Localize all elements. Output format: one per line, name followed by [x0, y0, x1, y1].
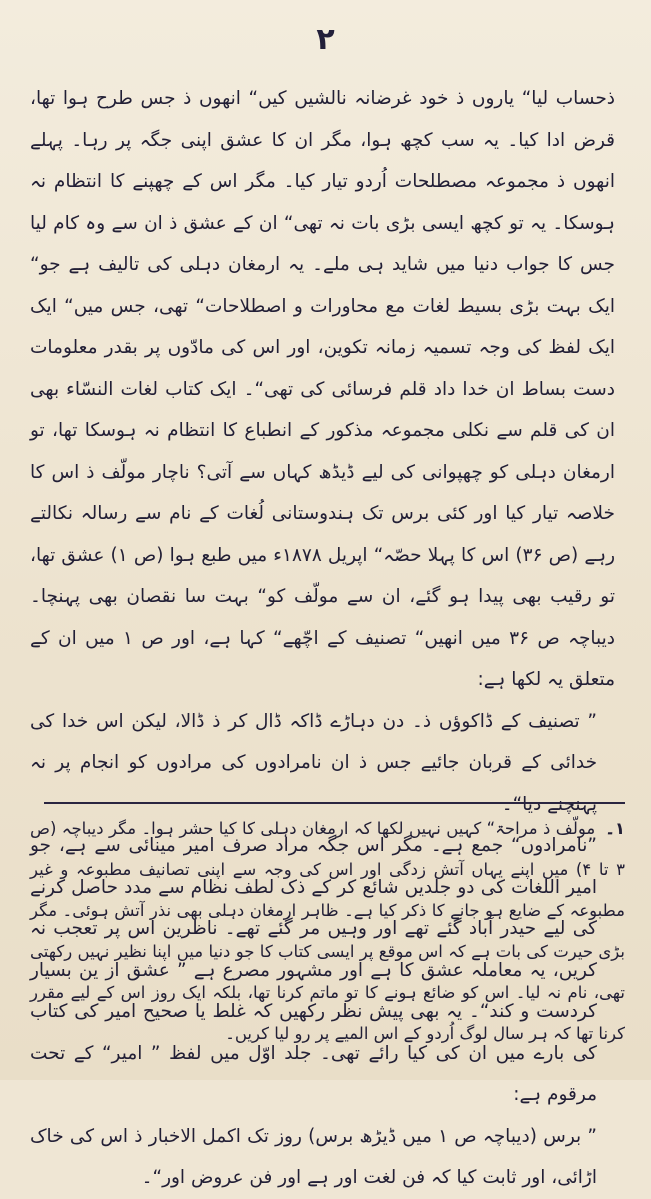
block-quote: ” تصنیف کے ڈاکوؤں ذ۔ دن دہاڑے ڈاکہ ڈال کر ذ ڈالا، لیکن اس خدا کی خدائی کے قربان جائیے جس ذ ان نامرادوں کی مرادوں کو انجام پر نہ پہنچنے دیا“۔ — [30, 710, 597, 815]
footnote — [30, 808, 625, 1054]
footnote-text: مولّف ذ مراحۃ“ کہیں نہیں لکھا کہ ارمغان دہلی کا کیا حشر ہوا۔ مگر دیباچہ (ص ۳ تا ۴) میں اپنے یہاں آتش زدگی اور اس کی وجہ سے اپنی تصانیف مطبوعہ و غیر مطبوعہ کے ضایع ہو جانے کا ذکر کیا ہے۔ ظاہر ارمغان دہلی بھی نذر آتش ہوئی۔ مگر بڑی حیرت کی بات ہے کہ اس موقع پر ایسی کتاب کا جو دنیا میں اپنا نظیر نہیں رکھتی تھی، نام نہ لیا۔ اس کو ضائع ہونے کا تو ماتم کرنا تھا، بلکہ ایک روز اس کے لیے مقرر کرنا تھا کہ ہر سال لوگ اُردو کے اس المیے پر رو لیا کریں۔ — [30, 819, 626, 1043]
body-paragraph: ”نامرادوں“ جمع ہے۔ مگر اس جگہ مراد صرف امیر مینائی سے ہے، جو امیر اللغات کی دو جلدیں شائع کر کے ذک لطف نظام سے مدد حاصل کرنے کی لیے حیدر آباد گئے تھے اور وہیں مر گئے تھے۔ ناظرین اس پر تعجب نہ کریں، یہ معاملہ عشق کا ہے اور مشہور مصرع ہے ” عشق از ین بسیار کردست و کند“۔ یہ بھی پیش نظر رکھیں کہ غلط یا صحیح امیر کی کتاب کی بارے میں ان کی کیا رائے تھی۔ جلد اوّل میں لفظ ” امیر“ کے تحت مرقوم ہے: — [30, 835, 597, 1105]
footnote-divider — [44, 802, 625, 804]
footnotes — [30, 808, 625, 1054]
page-number: ۲ — [316, 22, 335, 57]
block-quote: ” برس (دیباچہ ص ۱ میں ڈیڑھ برس) روز تک اکمل الاخبار ذ اس کی خاک اڑائی، اور ثابت کیا کہ فن لغت اور ہے اور فن عروض اور“۔ — [30, 1125, 597, 1188]
footnote-marker: ۱۔ — [605, 819, 625, 838]
body-paragraph: ذحساب لیا“ یاروں ذ خود غرضانہ نالشیں کیں“ انھوں ذ جس طرح ہوا تھا، قرض ادا کیا۔ یہ سب کچھ ہوا، مگر ان کا عشق اپنی جگہ پر رہا۔ پہلے انھوں ذ مجموعہ مصطلحات اُردو تیار کیا۔ مگر اس کے چھپنے کا انتظام نہ ہوسکا۔ یہ تو کچھ ایسی بڑی بات نہ تھی“ ان کے عشق ذ ان سے وہ کام لیا جس کا جواب دنیا میں شاید ہی ملے۔ یہ ارمغان دہلی کی تالیف ہے جو“ ایک بہت بڑی بسیط لغات مع محاورات و اصطلاحات“ تھی، جس میں“ ایک ایک لفظ کی وجہ تسمیہ زمانہ تکوین، اور اس کی مادّوں پر بقدر معلومات دست بساط ان خدا داد قلم فرسائی کی تھی“۔ ایک کتاب لغات النسّاء بھی ان کی قلم سے نکلی مجموعہ مذکور کے انطباع کا انتظام نہ ہوسکا تھا، تو ارمغان دہلی کو چھپوانی کی لیے ڈیڈھ کہاں سے آتی؟ ناچار مولّف ذ اس کا خلاصہ تیار کیا اور کئی برس تک ہندوستانی لُغات کے نام سے رسالہ نکالتے رہے (ص ۳۶) اس کا پہلا حصّہ“ اپریل ۱۸۷۸ء میں طبع ہوا (ص ۱) عشق تھا، تو رقیب بھی پیدا ہو گئے، ان سے مولّف کو“ بہت سا نقصان بھی پہنچا۔ دیباچہ ص ۳۶ میں انھیں“ تصنیف کے اچّھے“ کہا ہے، اور ص ۱ میں ان کے متعلق یہ لکھا ہے: — [30, 88, 616, 690]
